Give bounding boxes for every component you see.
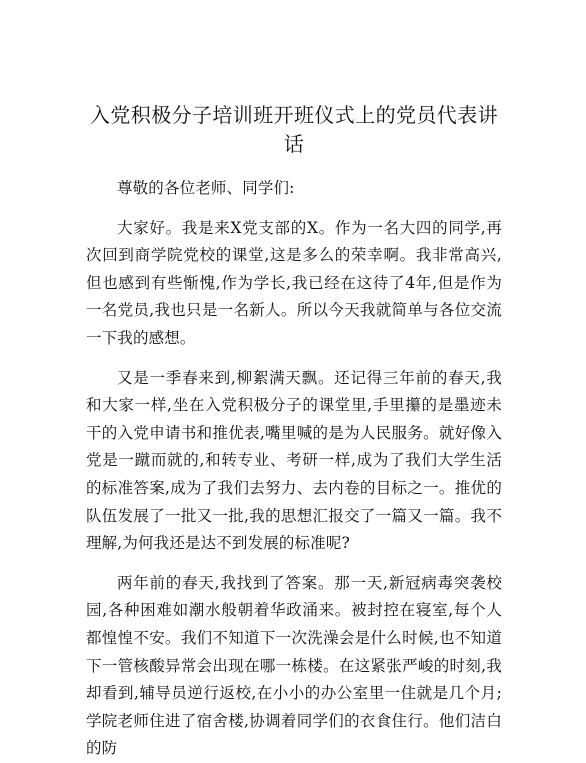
paragraph-1: 大家好。我是来X党支部的X。作为一名大四的同学,再次回到商学院党校的课堂,这是多么的荣幸啊。我非常高兴,但也感到有些惭愧,作为学长,我已经在这待了4年,但是作为一名党员,我也只是一名新人。所以今天我就简单与各位交流一下我的感想。 (86, 218, 502, 347)
paragraph-2: 又是一季春来到,柳絮满天飘。还记得三年前的春天,我和大家一样,坐在入党积极分子的课堂里,手里攥的是墨迹未干的入党申请书和推优表,嘴里喊的是为人民服务。就好像入党是一蹴而就的,和转专业、考研一样,成为了我们大学生活的标准答案,成为了我们去努力、去内卷的目标之一。推优的队伍发展了一批又一批,我的思想汇报交了一篇又一篇。我不理解,为何我还是达不到发展的标准呢? (86, 368, 502, 553)
salutation: 尊敬的各位老师、同学们: (117, 179, 295, 197)
document-title: 入党积极分子培训班开班仪式上的党员代表讲话 (90, 103, 498, 156)
paragraph-3: 两年前的春天,我找到了答案。那一天,新冠病毒突袭校园,各种困难如潮水般朝着华政涌来。被封控在寝室,每个人都惶惶不安。我们不知道下一次洗澡会是什么时候,也不知道下一管核酸异常会出现在哪一栋楼。在这紧张严峻的时刻,我却看到,辅导员逆行返校,在小小的办公室里一住就是几个月;学院老师住进了宿舍楼,协调着同学们的衣食住行。他们洁白的防 (86, 573, 502, 758)
